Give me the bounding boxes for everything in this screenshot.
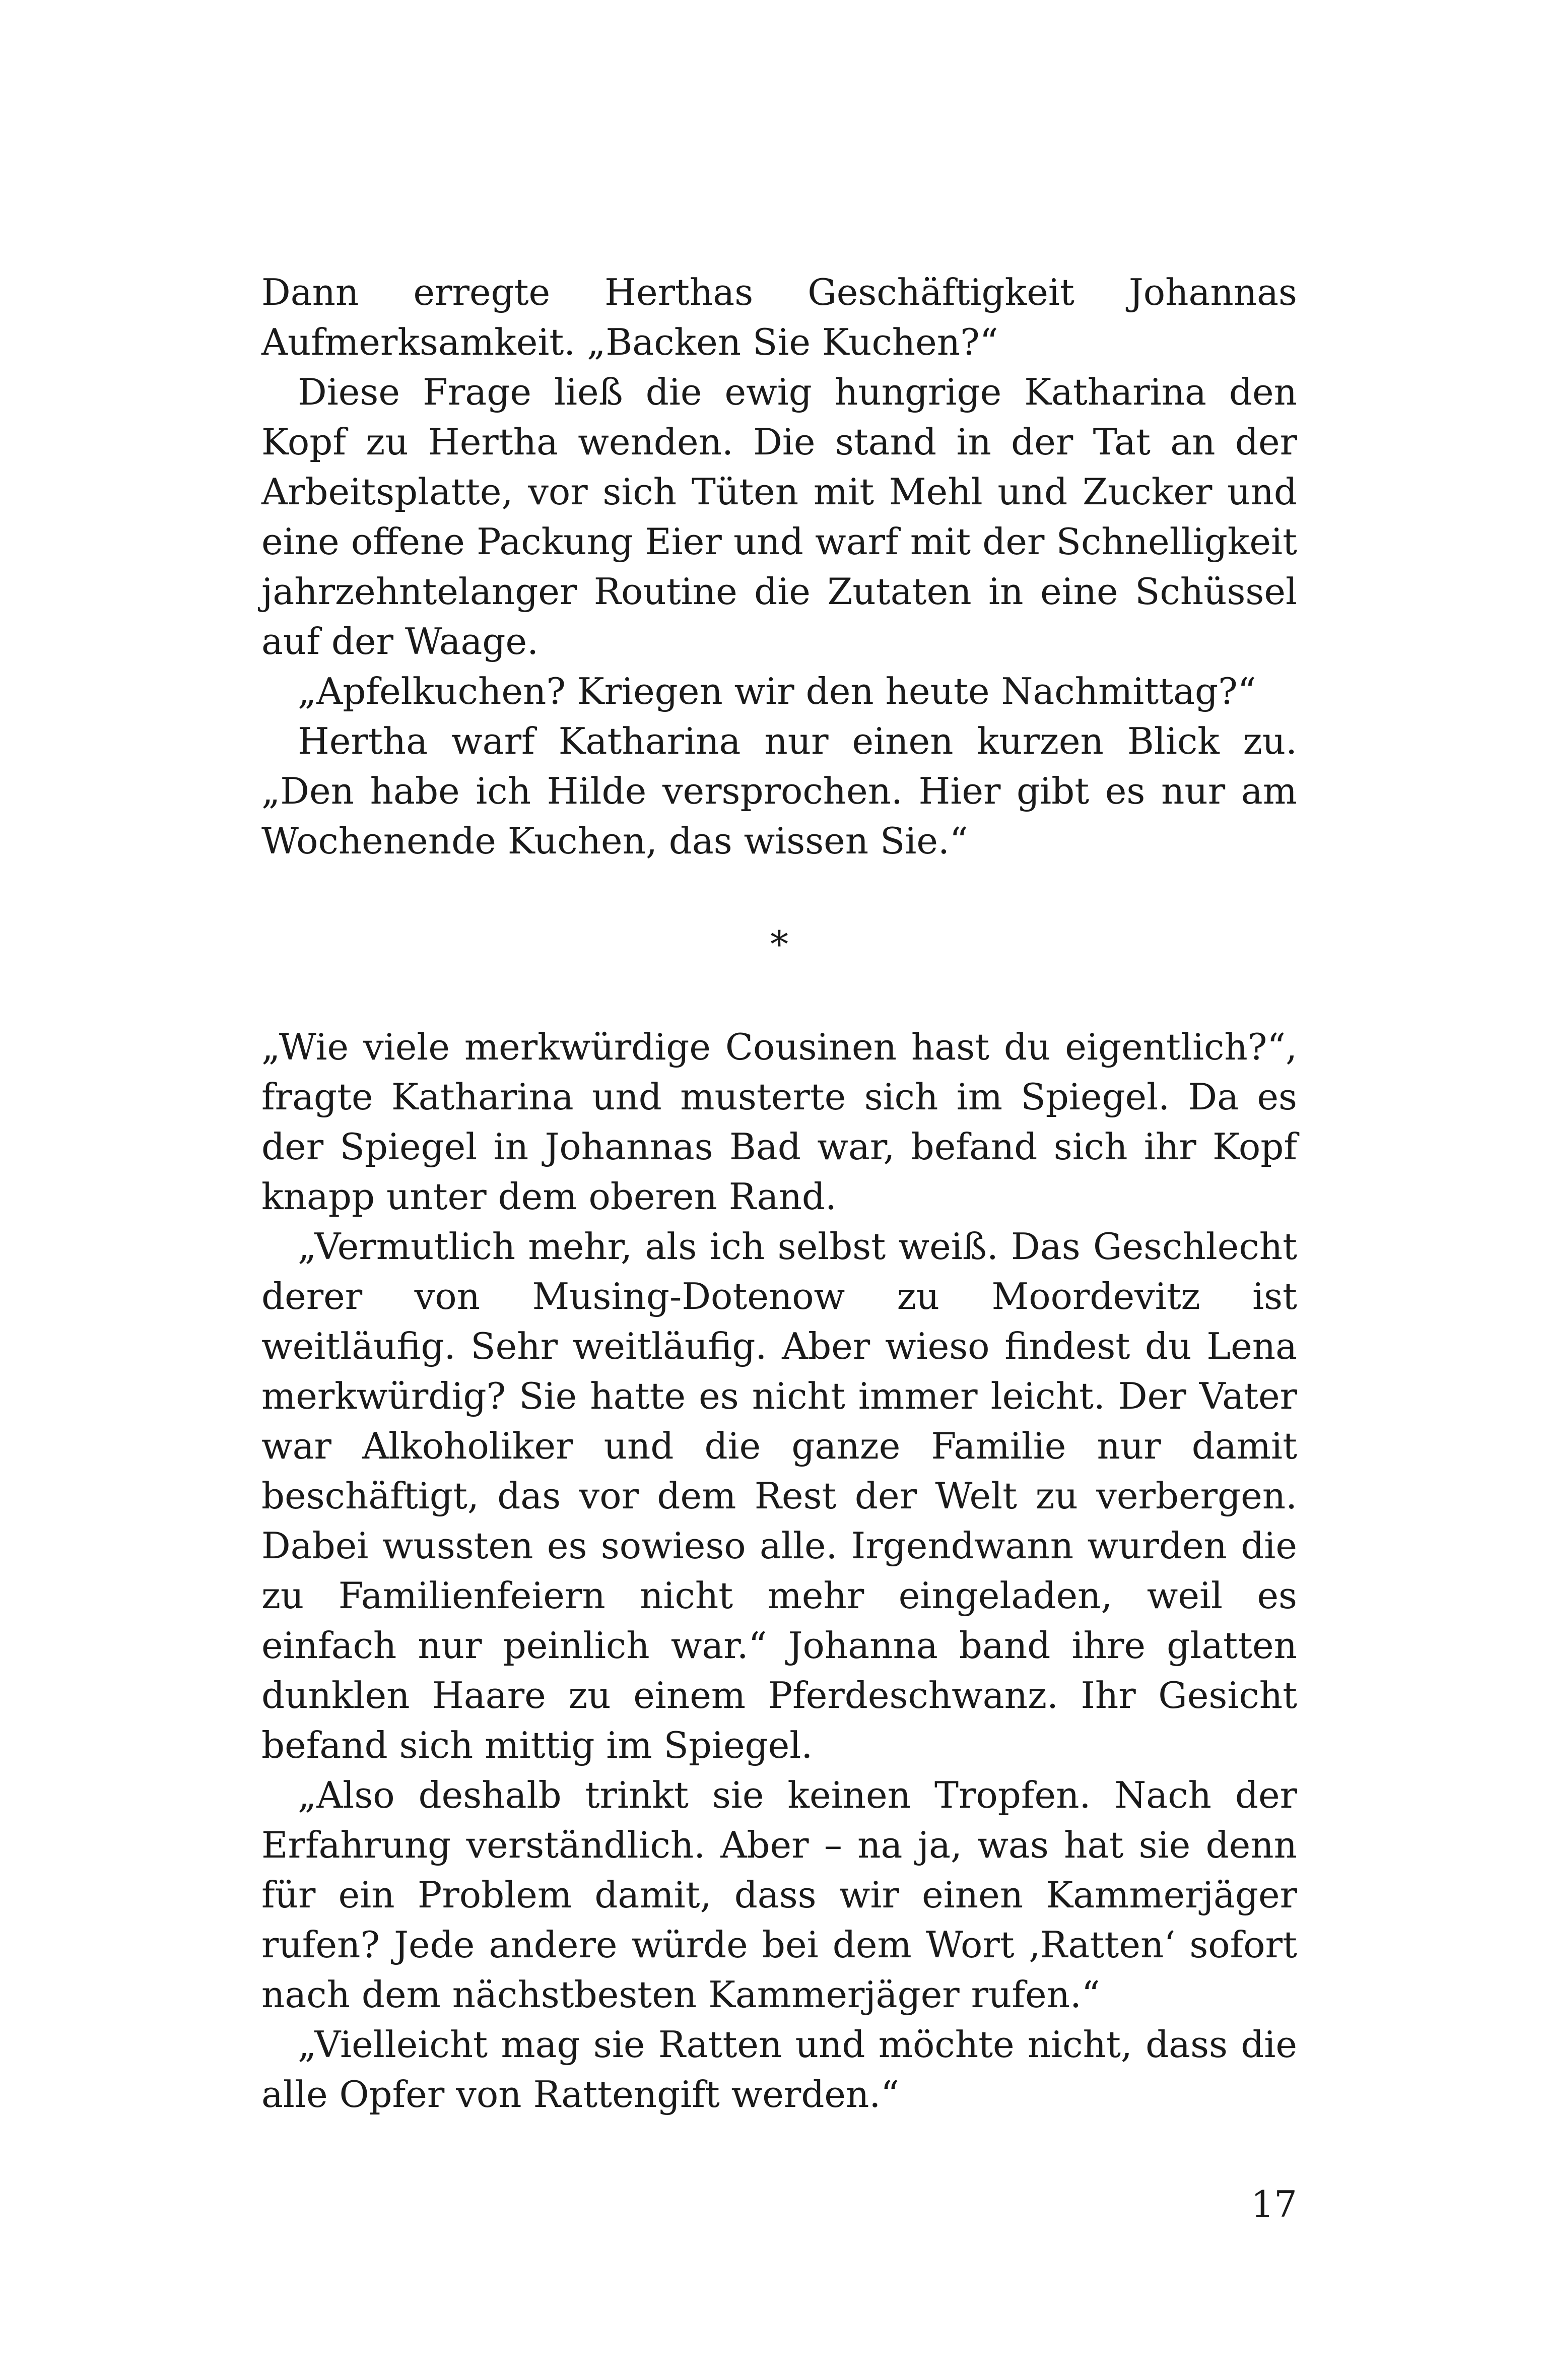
text-section-1 — [261, 268, 1297, 866]
paragraph: Diese Frage ließ die ewig hungrige Katharina den Kopf zu Hertha wenden. Die stand in der Tat an der Arbeitsplatte, vor sich Tüten mit Mehl und Zucker und eine offene Packung Eier und warf mit der Schnelligkeit jahrzehntelanger Routine die Zutaten in eine Schüssel auf der Waage. — [261, 371, 1297, 663]
text-section-2 — [261, 1022, 1297, 2120]
paragraph: „Wie viele merkwürdige Cousinen hast du eigentlich?“, fragte Katharina und musterte sich im Spiegel. Da es der Spiegel in Johannas Bad war, befand sich ihr Kopf knapp unter dem oberen Rand. — [261, 1026, 1297, 1218]
paragraph: Hertha warf Katharina nur einen kurzen Blick zu. „Den habe ich Hilde versprochen. Hier gibt es nur am Wochenende Kuchen, das wissen Sie.“ — [261, 720, 1297, 862]
paragraph: „Also deshalb trinkt sie keinen Tropfen. Nach der Erfahrung verständlich. Aber – na ja, was hat sie denn für ein Problem damit, dass wir einen Kammerjäger rufen? Jede andere würde bei dem Wort ‚Ratten‘ sofort nach dem nächstbesten Kammerjäger rufen.“ — [261, 1774, 1297, 2016]
paragraph: Dann erregte Herthas Geschäftigkeit Johannas Aufmerksamkeit. „Backen Sie Kuchen?“ — [261, 271, 1297, 363]
paragraph: „Apfelkuchen? Kriegen wir den heute Nachmittag?“ — [298, 670, 1256, 712]
paragraph: „Vielleicht mag sie Ratten und möchte nicht, dass die alle Opfer von Rattengift werden.“ — [261, 2023, 1297, 2115]
page-number: 17 — [1251, 2183, 1297, 2225]
paragraph: „Vermutlich mehr, als ich selbst weiß. Das Geschlecht derer von Musing-Dotenow zu Moordevitz ist weitläufig. Sehr weitläufig. Aber wieso findest du Lena merkwürdig? Sie hatte es nicht immer leicht. Der Vater war Alkoholiker und die ganze Familie nur damit beschäftigt, das vor dem Rest der Welt zu verbergen. Dabei wussten es sowieso alle. Irgendwann wurden die zu Familienfeiern nicht mehr eingeladen, weil es einfach nur peinlich war.“ Johanna band ihre glatten dunklen Haare zu einem Pferdeschwanz. Ihr Gesicht befand sich mittig im Spiegel. — [261, 1225, 1297, 1766]
scene-break-asterisk: * — [770, 923, 788, 965]
